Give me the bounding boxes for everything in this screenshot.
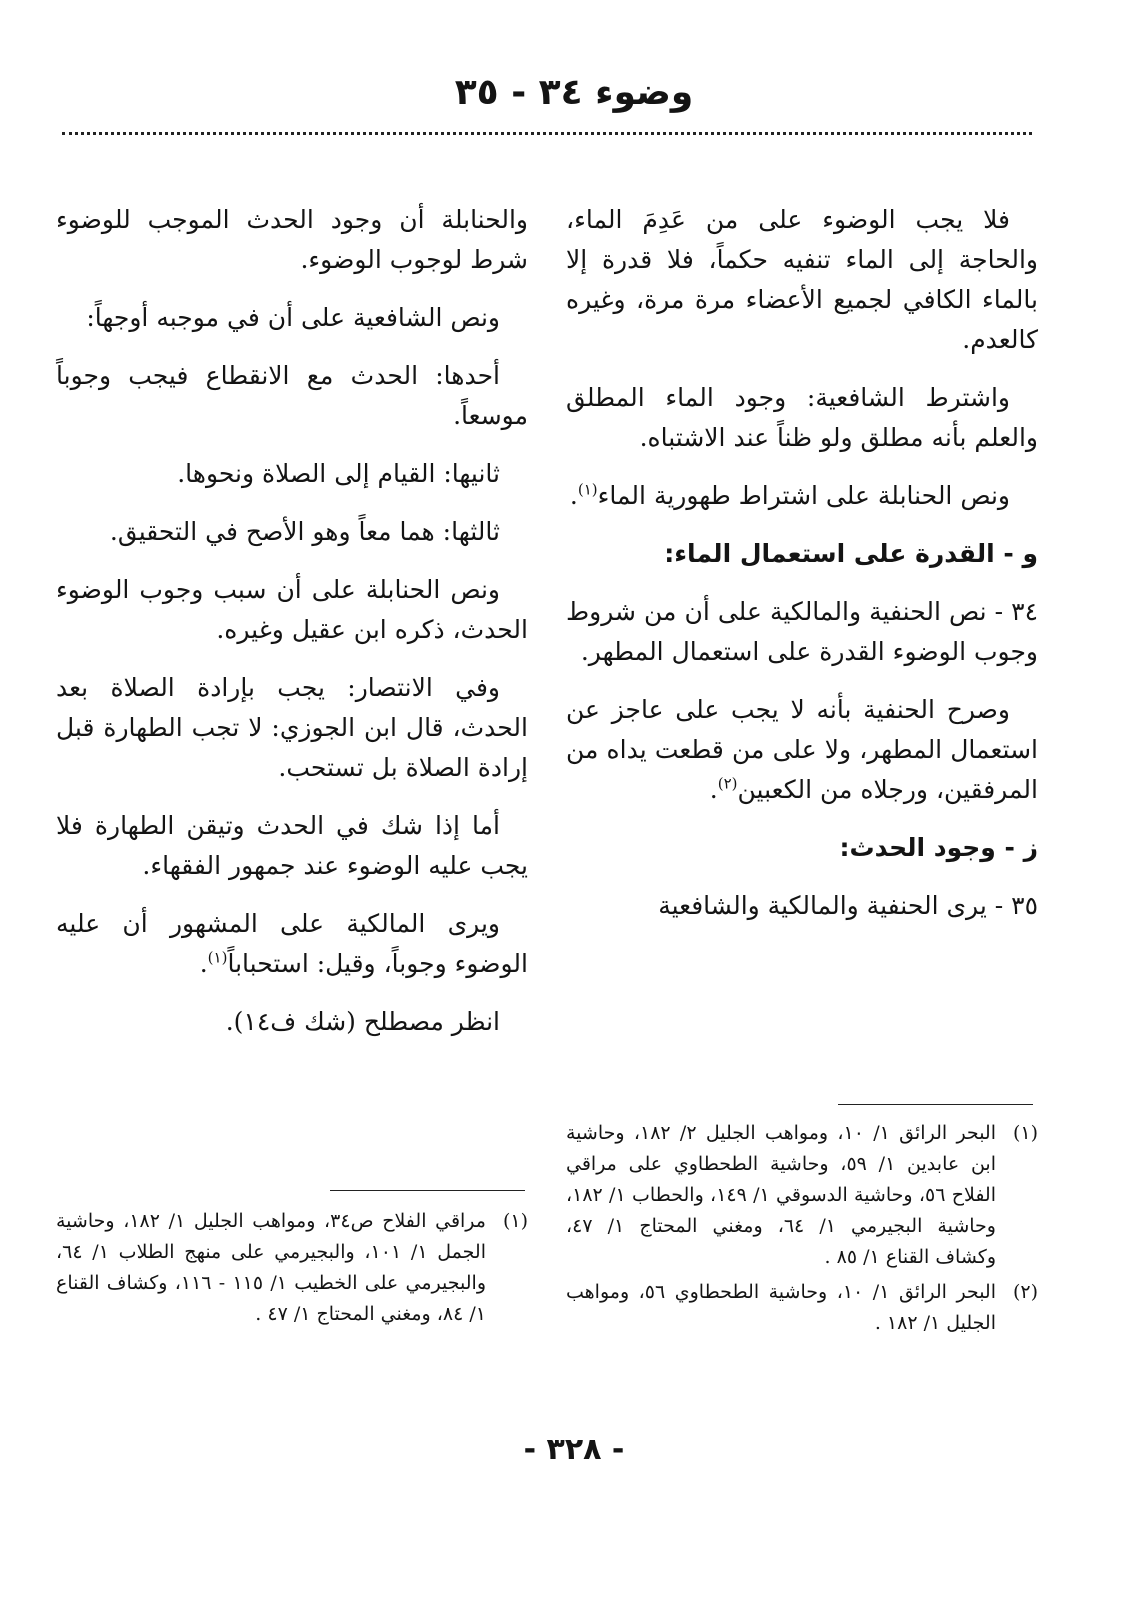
paragraph-text: ونص الحنابلة على اشتراط طهورية الماء bbox=[597, 481, 1010, 510]
paragraph-text: ويرى المالكية على المشهور أن عليه الوضوء وجوباً، وقيل: استحباباً bbox=[56, 909, 528, 978]
paragraph: ونص الحنابلة على أن سبب وجوب الوضوء الحدث، ذكره ابن عقيل وغيره. bbox=[56, 575, 528, 644]
footnote bbox=[566, 1277, 1038, 1339]
section-heading: ز - وجود الحدث: bbox=[839, 833, 1038, 862]
paragraph: ثالثها: هما معاً وهو الأصح في التحقيق. bbox=[109, 517, 500, 546]
footnote-number: (١) bbox=[502, 1210, 528, 1232]
paragraph-text: وصرح الحنفية بأنه لا يجب على عاجز عن استعمال المطهر، ولا على من قطعت يداه من المرفقين، ورجلاه من الكعبين bbox=[566, 695, 1038, 804]
numbered-paragraph: ٣٥ - يرى الحنفية والمالكية والشافعية bbox=[658, 891, 1038, 920]
paragraph: انظر مصطلح (شك ف١٤). bbox=[225, 1007, 500, 1036]
page-number: - ٣٢٨ - bbox=[523, 1432, 625, 1467]
paragraph: والحنابلة أن وجود الحدث الموجب للوضوء شرط لوجوب الوضوء. bbox=[56, 205, 528, 274]
running-header-title: وضوء ٣٤ - ٣٥ bbox=[454, 72, 694, 113]
footnote-text: مراقي الفلاح ص٣٤، ومواهب الجليل ١/ ١٨٢، وحاشية الجمل ١/ ١٠١، والبجيرمي على منهج الطلاب ١/ ٦٤، والبجيرمي على الخطيب ١/ ١١٥ - ١١٦، وكشاف القناع ١/ ٨٤، ومغني المحتاج ١/ ٤٧ . bbox=[56, 1210, 486, 1325]
footnote-text: البحر الرائق ١/ ١٠، ومواهب الجليل ٢/ ١٨٢، وحاشية ابن عابدين ١/ ٥٩، وحاشية الطحطاوي على مراقي الفلاح ٥٦، وحاشية الدسوقي ١/ ١٤٩، والحطاب ١/ ١٨٢، وحاشية البجيرمي ١/ ٦٤، ومغني المحتاج ١/ ٤٧، وكشاف القناع ١/ ٨٥ . bbox=[566, 1122, 996, 1268]
left-footnote-rule bbox=[330, 1190, 525, 1191]
footnote-text: البحر الرائق ١/ ١٠، وحاشية الطحطاوي ٥٦، ومواهب الجليل ١/ ١٨٢ . bbox=[566, 1281, 997, 1334]
footnote-ref[interactable]: (٢) bbox=[717, 774, 738, 793]
left-footnotes bbox=[56, 1206, 528, 1334]
footnote-number: (١) bbox=[1012, 1122, 1038, 1144]
paragraph: ونص الشافعية على أن في موجبه أوجهاً: bbox=[86, 303, 500, 332]
footnote-number: (٢) bbox=[1012, 1281, 1038, 1303]
paragraph: أما إذا شك في الحدث وتيقن الطهارة فلا يجب عليه الوضوء عند جمهور الفقهاء. bbox=[56, 811, 528, 880]
numbered-paragraph: ٣٤ - نص الحنفية والمالكية على أن من شروط وجوب الوضوء القدرة على استعمال المطهر. bbox=[566, 597, 1038, 666]
right-footnote-rule bbox=[838, 1104, 1033, 1105]
paragraph-end: . bbox=[199, 949, 208, 978]
paragraph: وفي الانتصار: يجب بإرادة الصلاة بعد الحدث، قال ابن الجوزي: لا تجب الطهارة قبل إرادة الصلاة بل تستحب. bbox=[56, 673, 528, 782]
paragraph: واشترط الشافعية: وجود الماء المطلق والعلم بأنه مطلق ولو ظناً عند الاشتباه. bbox=[566, 383, 1038, 452]
right-footnotes bbox=[566, 1118, 1038, 1343]
paragraph-end: . bbox=[569, 481, 578, 510]
footnote bbox=[56, 1206, 528, 1330]
paragraph bbox=[566, 690, 1038, 810]
header-dotted-rule bbox=[62, 132, 1032, 135]
footnote-ref[interactable]: (١) bbox=[207, 948, 228, 967]
paragraph: أحدها: الحدث مع الانقطاع فيجب وجوباً موسعاً. bbox=[56, 361, 528, 430]
right-column bbox=[566, 200, 1038, 944]
paragraph bbox=[56, 904, 528, 984]
paragraph: فلا يجب الوضوء على من عَدِمَ الماء، والحاجة إلى الماء تنفيه حكماً، فلا قدرة إلا بالماء الكافي لجميع الأعضاء مرة مرة، وغيره كالعدم. bbox=[566, 205, 1038, 354]
paragraph bbox=[566, 476, 1038, 516]
paragraph: ثانيها: القيام إلى الصلاة ونحوها. bbox=[177, 459, 500, 488]
section-heading: و - القدرة على استعمال الماء: bbox=[664, 539, 1038, 568]
left-column bbox=[56, 200, 528, 1060]
footnote bbox=[566, 1118, 1038, 1273]
paragraph-end: . bbox=[709, 775, 718, 804]
footnote-ref[interactable]: (١) bbox=[577, 480, 598, 499]
